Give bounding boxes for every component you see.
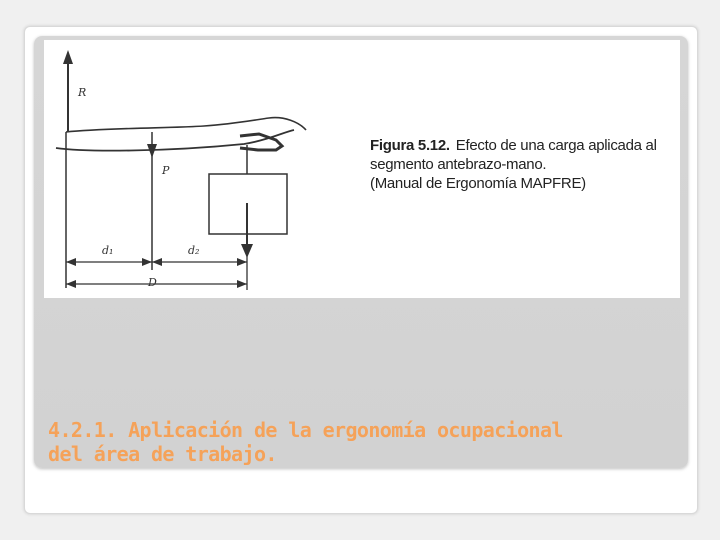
caption-label: Figura 5.12. (370, 137, 450, 154)
figure-image (44, 40, 680, 298)
forearm-upper-edge (66, 118, 306, 132)
label-R: R (78, 86, 87, 99)
caption-line-2: segmento antebrazo-mano. (370, 156, 547, 173)
label-d1: d₁ (102, 244, 114, 257)
label-P: P (162, 164, 170, 177)
reaction-arrowhead (63, 50, 73, 64)
figure-caption (370, 136, 680, 193)
label-d2: d₂ (188, 244, 200, 257)
caption-line-1: Efecto de una carga aplicada al (455, 137, 657, 154)
slide-title (48, 418, 684, 466)
label-D: D (148, 276, 157, 289)
load-arrowhead (241, 244, 253, 258)
slide-title-line-2: del área de trabajo. (48, 442, 277, 466)
slide-title-line-1: 4.2.1. Aplicación de la ergonomía ocupacional (48, 418, 563, 442)
caption-line-3: (Manual de Ergonomía MAPFRE) (370, 175, 586, 192)
